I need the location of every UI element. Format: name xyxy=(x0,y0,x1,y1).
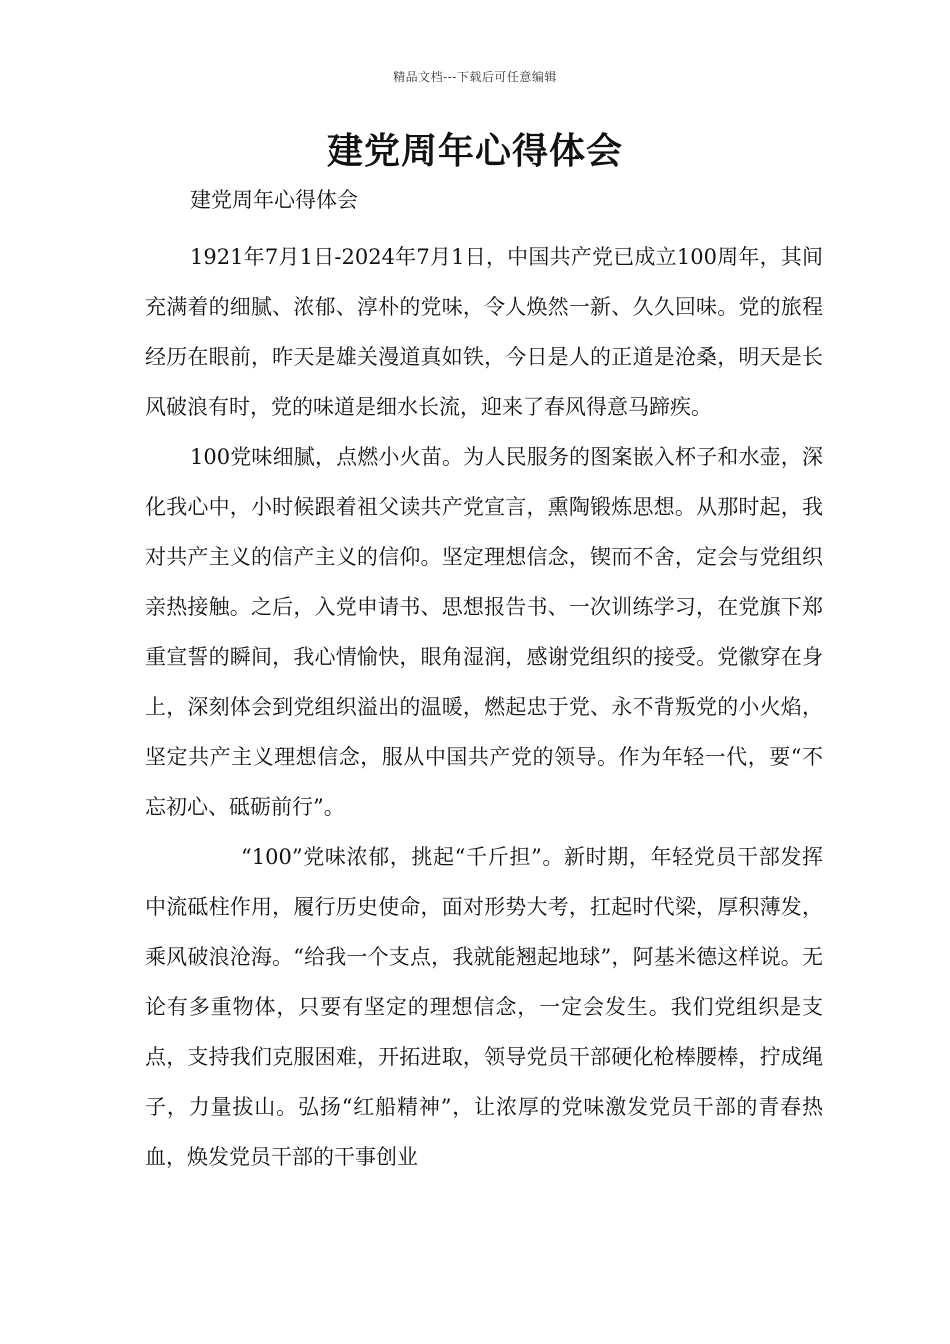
paragraph-3: “100”党味浓郁，挑起“千斤担”。新时期，年轻党员干部发挥中流砥柱作用，履行历史使命，面对形势大考，扛起时代梁，厚积薄发，乘风破浪沧海。“给我一个支点，我就能翘起地球”，阿基米德这样说。无论有多重物体，只要有坚定的理想信念，一定会发生。我们党组织是支点，支持我们克服困难，开拓进取，领导党员干部硬化枪棒腰棒，拧成绳子，力量拔山。弘扬“红船精神”，让浓厚的党味激发党员干部的青春热血，焕发党员干部的干事创业 xyxy=(145,845,823,1169)
document-body xyxy=(145,232,823,1182)
document-subtitle: 建党周年心得体会 xyxy=(190,188,358,212)
paragraph-1: 1921年7月1日-2024年7月1日，中国共产党已成立100周年，其间充满着的细腻、浓郁、淳朴的党味，令人焕然一新、久久回味。党的旅程经历在眼前，昨天是雄关漫道真如铁，今日是人的正道是沧桑，明天是长风破浪有时，党的味道是细水长流，迎来了春风得意马蹄疾。 xyxy=(145,245,823,419)
page-header: 精品文档---下载后可任意编辑 xyxy=(393,70,557,84)
paragraph-2: 100党味细腻，点燃小火苗。为人民服务的图案嵌入杯子和水壶，深化我心中，小时候跟着祖父读共产党宣言，熏陶锻炼思想。从那时起，我对共产主义的信产主义的信仰。坚定理想信念，锲而不舍，定会与党组织亲热接触。之后，入党申请书、思想报告书、一次训练学习，在党旗下郑重宣誓的瞬间，我心情愉快，眼角湿润，感谢党组织的接受。党徽穿在身上，深刻体会到党组织溢出的温暖，燃起忠于党、永不背叛党的小火焰，坚定共产主义理想信念，服从中国共产党的领导。作为年轻一代，要“不忘初心、砥砺前行”。 xyxy=(145,445,823,819)
document-title: 建党周年心得体会 xyxy=(326,131,623,172)
